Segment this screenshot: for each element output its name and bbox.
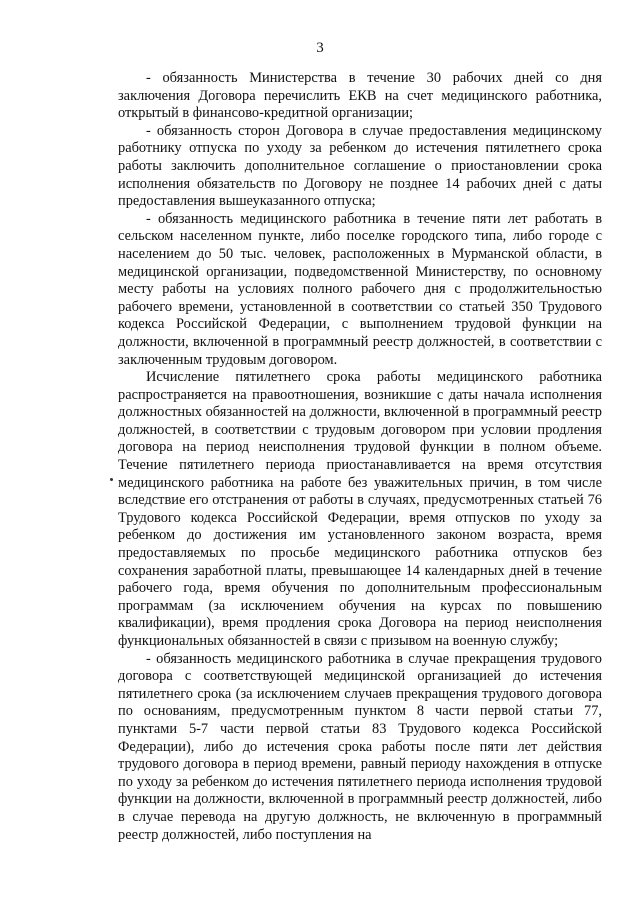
margin-dot-mark [110,478,113,481]
paragraph-obligation-ministry: - обязанность Министерства в течение 30 рабочих дней со дня заключения Договора перечислить ЕКВ на счет медицинского работника, открытый в финансово-кредитной организации; [118,70,602,122]
paragraph-obligation-termination: - обязанность медицинского работника в случае прекращения трудового договора с соответствующей медицинской организацией до истечения пятилетнего срока (за исключением случаев прекращения трудового договора по основаниям, предусмотренным пунктом 8 части первой статьи 77, пунктами 5-7 части первой статьи 83 Трудового кодекса Российской Федерации), либо до истечения срока работы после пяти лет действия трудового договора в период времени, равный периоду нахождения в отпуске по уходу за ребенком до истечения пятилетнего периода исполнения трудовой функции на должности, включенной в программный реестр должностей, либо в случае перевода на другую должность, не включенную в программный реестр должностей, либо поступления на [118,650,602,843]
document-body [118,70,602,844]
paragraph-obligation-worker: - обязанность медицинского работника в течение пяти лет работать в сельском населенном пункте, либо поселке городского типа, либо городе с населением до 50 тыс. человек, расположенных в Мурманской области, в медицинской организации, подведомственной Министерству, по основному месту работы на условиях полного рабочего дня с продолжительностью рабочего времени, установленной в соответствии со статьей 350 Трудового кодекса Российской Федерации, с выполнением трудовой функции на должности, включенной в программный реестр должностей, в соответствии с заключенным трудовым договором. [118,210,602,368]
paragraph-obligation-parties: - обязанность сторон Договора в случае предоставления медицинскому работнику отпуска по уходу за ребенком до истечения пятилетнего срока работы заключить дополнительное соглашение о приостановлении срока исполнения обязательств по Договору не позднее 14 рабочих дней с даты предоставления вышеуказанного отпуска; [118,122,602,210]
page-number: 3 [316,40,324,56]
paragraph-term-calculation: Исчисление пятилетнего срока работы медицинского работника распространяется на правоотношения, возникшие с даты начала исполнения должностных обязанностей на должности, включенной в программный реестр должностей, в соответствии с трудовым договором при условии продления договора на период неисполнения трудовой функции в полном объеме. Течение пятилетнего периода приостанавливается на время отсутствия медицинского работника на работе без уважительных причин, в том числе вследствие его отстранения от работы в случаях, предусмотренных статьей 76 Трудового кодекса Российской Федерации, время отпусков по уходу за ребенком до достижения им установленного законом возраста, время предоставляемых по просьбе медицинского работника отпусков без сохранения заработной платы, превышающее 14 календарных дней в течение рабочего года, время обучения по дополнительным профессиональным программам (за исключением обучения на курсах по повышению квалификации), время продления срока Договора на период неисполнения функциональных обязанностей в связи с призывом на военную службу; [118,369,602,649]
